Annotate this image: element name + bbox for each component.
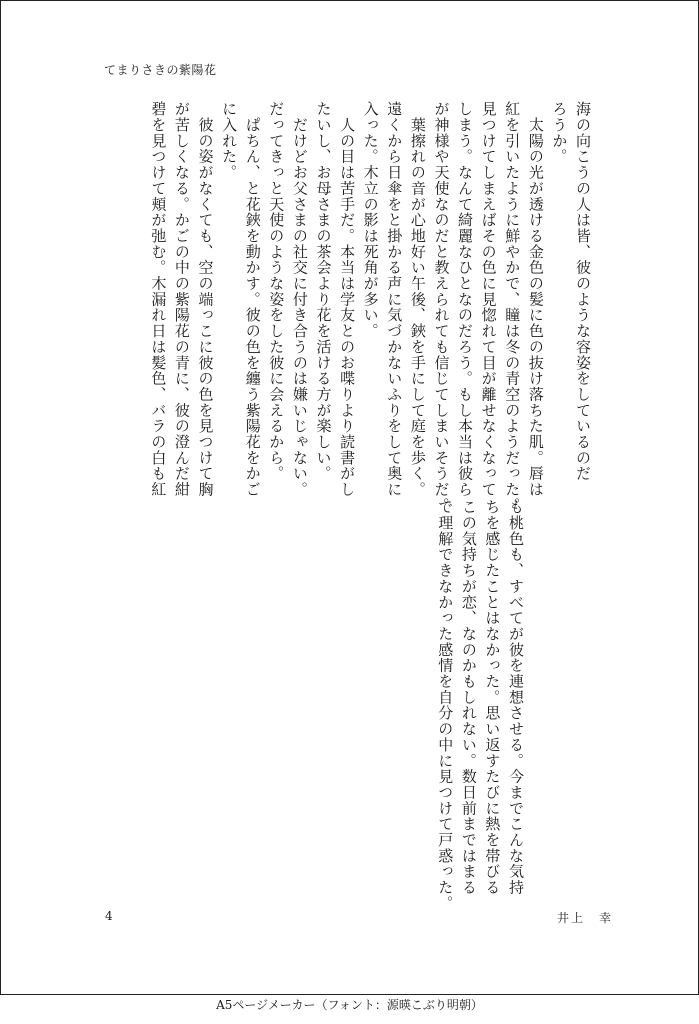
text-line: ろうか。 [550, 101, 569, 165]
page-number: 4 [105, 909, 113, 923]
body-text-lower [433, 499, 527, 912]
text-line: 人の目は苦手だ。本当は学友とのお喋りより読書がし [338, 101, 357, 498]
text-line: 見つけてしまえばその色に見惚れて目が離せなくなって [479, 101, 498, 498]
text-line: 入った。木立の影は死角が多い。 [361, 101, 380, 339]
text-line: 遠くから日傘をと掛かる声に気づかないふりをして奥に [385, 101, 404, 498]
text-line: で理解できなかった感情を自分の中に見つけて戸惑った。 [436, 499, 455, 912]
text-line: が神様や天使なのだと教えられても信じてしまいそうだ。 [432, 101, 451, 514]
text-line: も桃色も、すべてが彼を連想させる。今までこんな気持 [507, 499, 525, 896]
text-line: 太陽の光が透ける金色の髪に色の抜け落ちた肌。唇は [526, 101, 545, 498]
text-line: この気持ちが恋、なのかもしれない。数日前まではまる [459, 499, 478, 896]
text-line: 碧を見つけて頬が弛む。木漏れ日は髪色、バラの白も紅 [149, 101, 168, 498]
footer-credit: A5ページメーカー（フォント：源暎こぶり明朝） [216, 998, 483, 1012]
text-line: 彼の姿がなくても、空の端っこに彼の色を見つけて胸 [196, 101, 215, 498]
running-header-title: てまりさきの紫陽花 [104, 63, 217, 77]
text-line: たいし、お母さまの茶会より花を活ける方が楽しい。 [314, 101, 333, 482]
text-line: ぱちん、と花鋏を動かす。彼の色を纏う紫陽花をかご [243, 101, 262, 498]
text-line: 葉擦れの音が心地好い午後、鋏を手にして庭を歩く。 [408, 101, 427, 498]
text-line: ちを感じたことはなかった。思い返すたびに熱を帯びる [483, 499, 502, 896]
text-line: だけどお父さまの社交に付き合うのは嫌いじゃない。 [290, 101, 309, 498]
author-name: 井上 幸 [557, 911, 614, 925]
text-line: しまう。なんて綺麗なひとなのだろう。もし本当は彼ら [456, 101, 475, 498]
text-line: が苦しくなる。かごの中の紫陽花の青に、彼の澄んだ紺 [172, 101, 191, 498]
text-line: 海の向こうの人は皆、彼のような容姿をしているのだ [574, 101, 592, 482]
text-line: 紅を引いたように鮮やかで、瞳は冬の青空のようだった。 [503, 101, 522, 514]
body-text-upper [146, 101, 594, 514]
text-line: に入れた。 [220, 101, 239, 181]
text-line: だってきっと天使のような姿をした彼に会えるから。 [267, 101, 286, 482]
